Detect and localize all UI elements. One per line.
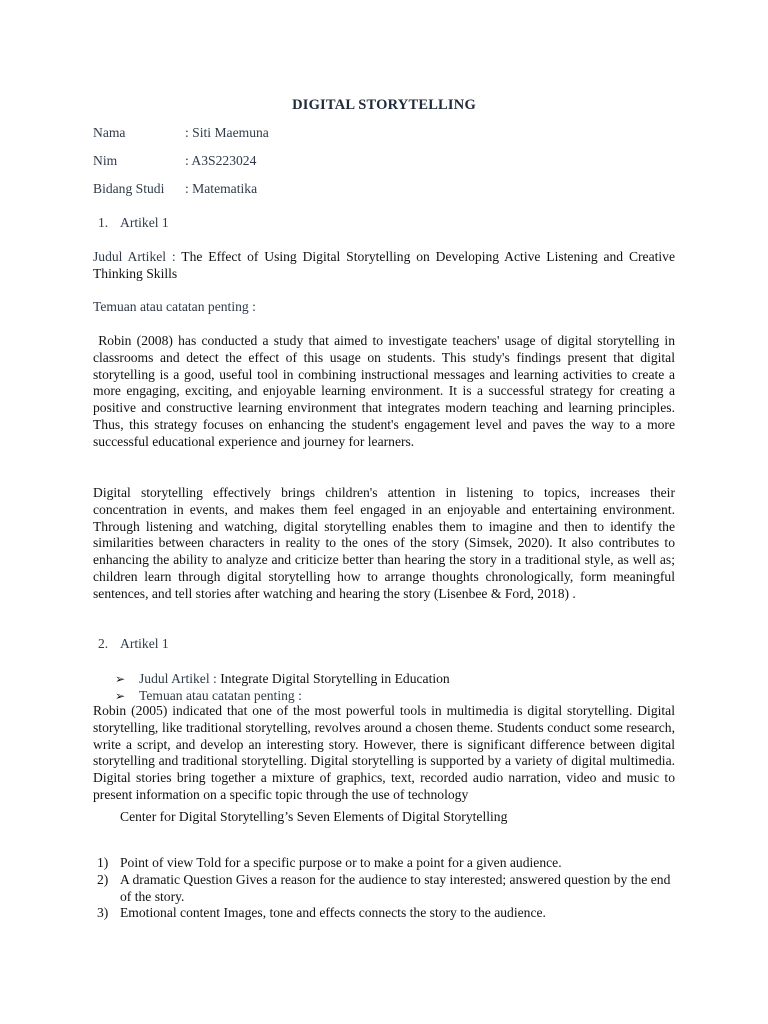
section-2-bullets	[115, 670, 675, 704]
section-1-judul	[93, 249, 675, 283]
bullet-judul	[115, 670, 675, 687]
section-title: Artikel 1	[120, 636, 169, 651]
section-2-paragraph: Robin (2005) indicated that one of the most powerful tools in multimedia is digital storytelling. Digital storytelling, like traditional storytelling, revolves around a chosen theme. Students conduct some research, write a script, and develop an interesting story. However, there is significant difference between digital storytelling and traditional storytelling. Digital storytelling is supported by a variety of digital multimedia. Digital stories bring together a mixture of graphics, text, recorded audio narration, video and music to present information on a specific topic through the use of technology	[93, 703, 675, 802]
section-1-temuan-label: Temuan atau catatan penting :	[93, 299, 256, 314]
temuan-label: Temuan atau catatan penting :	[139, 688, 302, 703]
section-number: 1.	[98, 215, 109, 230]
judul-label: Judul Artikel :	[93, 249, 176, 264]
meta-key: Nim	[93, 153, 118, 168]
section-1-paragraph-2: Digital storytelling effectively brings children's attention in listening to topics, increases their concentration in events, and makes them feel engaged in an enjoyable and entertaining environment. Through listening and watching, digital storytelling enables them to imagine and then to identify the similarities between characters in reality to the ones of the story (Simsek, 2020). It also contributes to enhancing the ability to analyze and criticize better than hearing the story in a traditional style, as well as; children learn through digital storytelling how to arrange thoughts chronologically, form meaningful sentences, and tell stories after watching and hearing the story (Lisenbee & Ford, 2018) .	[93, 485, 675, 601]
meta-row-nim	[93, 153, 256, 171]
list-number: 1)	[97, 855, 109, 870]
list-item	[93, 872, 675, 906]
list-number: 3)	[97, 905, 109, 921]
list-item	[93, 855, 675, 872]
bullet-temuan	[115, 687, 675, 704]
judul-text: The Effect of Using Digital Storytelling on Developing Active Listening and Creative Thinking Skills	[93, 249, 675, 281]
meta-key: Bidang Studi	[93, 181, 165, 196]
list-text: Point of view Told for a specific purpose or to make a point for a given audience.	[120, 855, 562, 870]
list-text: A dramatic Question Gives a reason for the audience to stay interested; answered question by the end of the story.	[120, 871, 671, 904]
elements-list	[93, 855, 675, 922]
judul-text: Integrate Digital Storytelling in Education	[216, 671, 450, 686]
arrow-bullet-icon: ➢	[115, 689, 126, 703]
meta-key: Nama	[93, 125, 126, 140]
section-1-paragraph-1: Robin (2008) has conducted a study that aimed to investigate teachers' usage of digital storytelling in classrooms and detect the effect of this usage on students. This study's findings present that digital storytelling is a good, useful tool in combining instructional messages and learning activities to create a more engaging, exciting, and enjoyable learning environment. It is a successful strategy for creating a positive and constructive learning environment that integrates modern teaching and learning principles. Thus, this strategy focuses on enhancing the student's engagement level and paves the way to a more successful educational experience and journey for learners.	[93, 333, 679, 449]
list-text: Emotional content Images, tone and effects connects the story to the audience.	[120, 905, 546, 921]
judul-label: Judul Artikel :	[139, 671, 217, 686]
section-title: Artikel 1	[120, 215, 169, 230]
arrow-bullet-icon: ➢	[115, 672, 126, 686]
section-1-heading	[98, 215, 169, 231]
section-number: 2.	[98, 636, 109, 651]
elements-title: Center for Digital Storytelling’s Seven Elements of Digital Storytelling	[120, 809, 508, 824]
list-item	[93, 905, 675, 922]
meta-value: : A3S223024	[185, 153, 257, 168]
meta-value: : Siti Maemuna	[185, 125, 269, 140]
list-number: 2)	[97, 871, 109, 887]
meta-row-bidang-studi	[93, 181, 257, 199]
section-2-heading	[98, 636, 169, 652]
meta-value: : Matematika	[185, 181, 258, 196]
meta-row-nama	[93, 125, 269, 143]
document-title: DIGITAL STORYTELLING	[292, 97, 476, 113]
